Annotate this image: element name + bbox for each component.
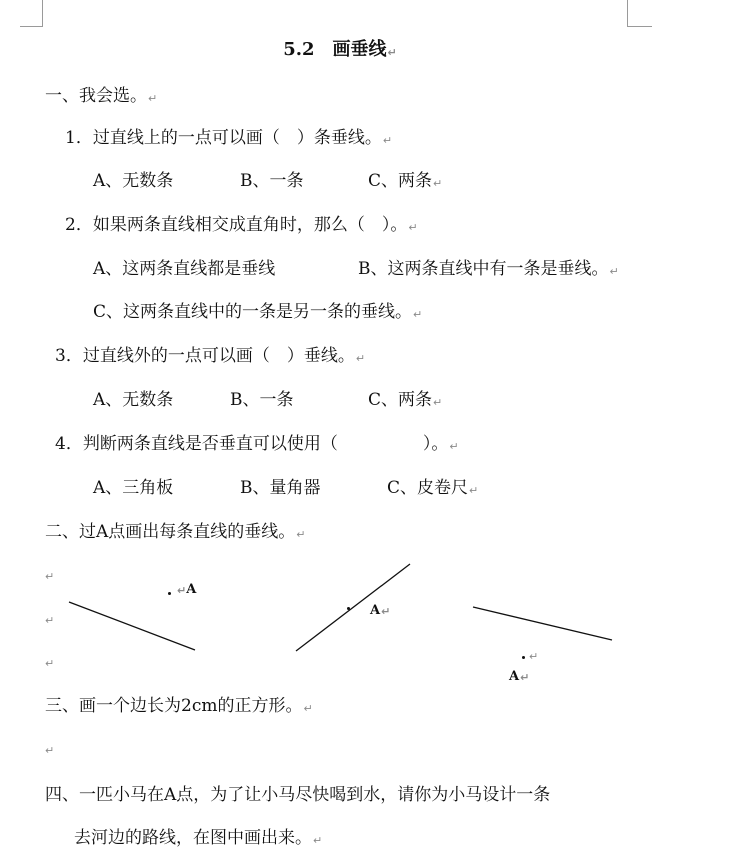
question-2-stem: 2．如果两条直线相交成直角时，那么（ ）。↵ [65,215,418,235]
question-2-option-c: C、这两条直线中的一条是另一条的垂线。↵ [93,302,423,322]
paragraph-mark-icon: ↵ [313,834,323,847]
paragraph-mark-icon: ↵ [45,657,55,670]
point-a-label-3: A↵ [509,669,530,684]
page-title: 5.2 画垂线↵ [283,39,397,60]
point-a-dot-1 [168,592,171,595]
page-corner-mark-top-left [20,0,43,27]
section-heading-1: 一、我会选。↵ [45,86,158,106]
line-figure-3 [473,607,612,640]
section-heading-2: 二、过A点画出每条直线的垂线。↵ [45,522,306,542]
question-3-option-c: C、两条↵ [368,390,443,410]
question-1-option-a: A、无数条 [93,171,174,191]
paragraph-mark-icon: ↵ [296,528,306,541]
question-1-stem: 1．过直线上的一点可以画（ ）条垂线。↵ [65,128,393,148]
line-figure-1 [69,602,195,650]
paragraph-mark-icon: ↵ [449,440,459,453]
paragraph-mark-icon: ↵ [433,177,443,190]
paragraph-mark-icon: ↵ [408,221,418,234]
perpendicular-exercise-figures [0,555,746,695]
paragraph-mark-icon: ↵ [520,671,530,684]
question-1-option-c: C、两条↵ [368,171,443,191]
paragraph-mark-icon: ↵ [148,92,158,105]
paragraph-mark-icon: ↵ [529,650,539,663]
section-heading-3: 三、画一个边长为2cm的正方形。↵ [45,696,313,716]
question-3-stem: 3．过直线外的一点可以画（ ）垂线。↵ [55,346,366,366]
paragraph-mark-icon: ↵ [45,570,55,583]
section-heading-4-continued: 去河边的路线，在图中画出来。↵ [74,828,323,848]
question-2-option-a: A、这两条直线都是垂线 [93,259,276,279]
paragraph-mark-icon: ↵ [45,744,55,757]
paragraph-mark-icon: ↵ [469,484,479,497]
paragraph-mark-icon: ↵ [355,352,366,365]
question-3-option-a: A、无数条 [93,390,174,410]
paragraph-mark-icon: ↵ [387,46,397,59]
page-corner-mark-top-right [627,0,652,27]
paragraph-mark-icon: ↵ [413,308,423,321]
point-a-label-1: ↵A [177,582,197,597]
paragraph-mark-icon: ↵ [433,396,443,409]
question-4-option-a: A、三角板 [93,478,174,498]
paragraph-mark-icon: ↵ [303,702,313,715]
point-a-dot-2 [347,607,350,610]
question-2-option-b: B、这两条直线中有一条是垂线。↵ [358,259,619,279]
question-1-option-b: B、一条 [240,171,304,191]
paragraph-mark-icon: ↵ [45,614,55,627]
line-figure-2 [296,564,410,651]
point-a-label-2: A↵ [370,603,391,618]
question-3-option-b: B、一条 [230,390,294,410]
paragraph-mark-icon: ↵ [382,134,393,147]
question-4-stem: 4．判断两条直线是否垂直可以使用（ ）。↵ [55,434,459,454]
paragraph-mark-icon: ↵ [381,605,391,618]
question-4-option-b: B、量角器 [240,478,321,498]
section-heading-4: 四、一匹小马在A点，为了让小马尽快喝到水，请你为小马设计一条 [45,785,551,805]
question-4-option-c: C、皮卷尺↵ [387,478,479,498]
paragraph-mark-icon: ↵ [609,265,619,278]
paragraph-mark-icon: ↵ [177,584,187,597]
point-a-dot-3 [522,656,525,659]
